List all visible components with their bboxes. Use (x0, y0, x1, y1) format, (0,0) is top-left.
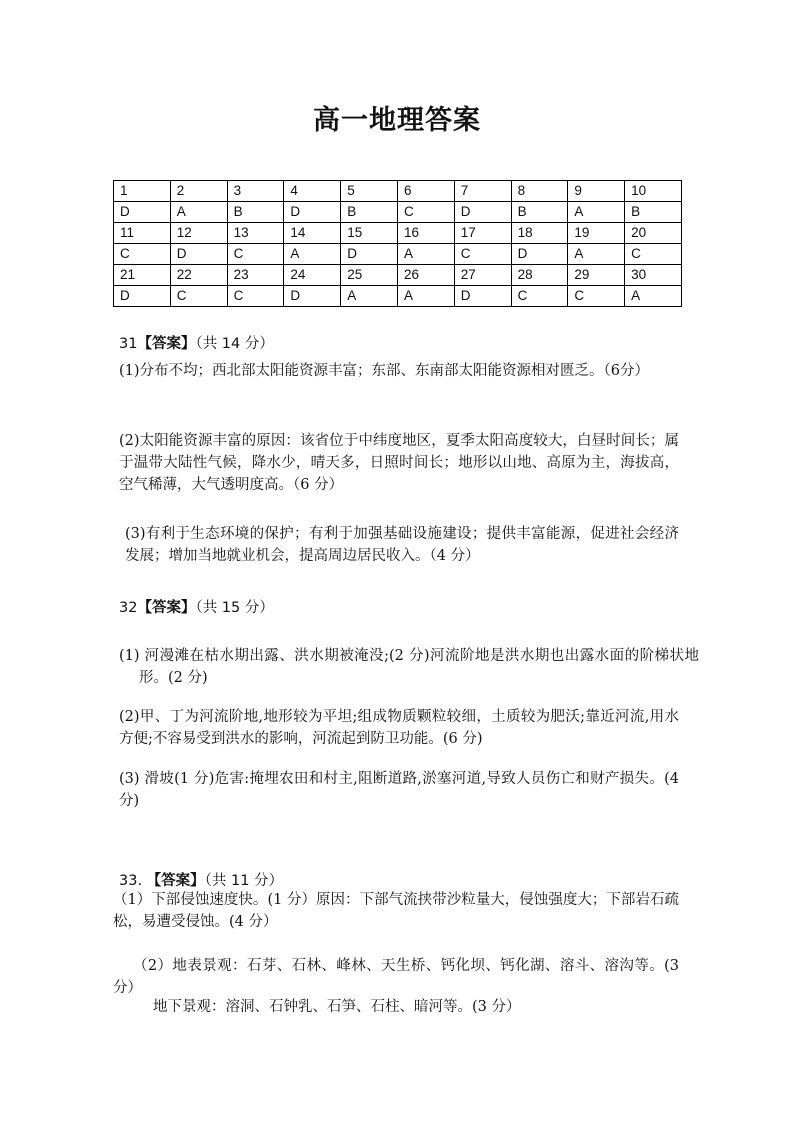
answer-key-cell: A (284, 244, 341, 265)
q31-part1: (1)分布不均；西北部太阳能资源丰富；东部、东南部太阳能资源相对匮乏。（6分） (119, 363, 650, 379)
answer-key-cell: B (227, 202, 284, 223)
answer-key-cell: 5 (341, 181, 398, 202)
answer-key-cell: 20 (625, 223, 682, 244)
answer-key-cell: C (227, 244, 284, 265)
answer-key-cell: C (454, 244, 511, 265)
answer-key-cell: C (227, 286, 284, 307)
answer-key-cell: 23 (227, 265, 284, 286)
q33-part3: 地下景观：溶洞、石钟乳、石笋、石柱、暗河等。(3 分） (153, 999, 521, 1015)
answer-key-cell: A (568, 244, 625, 265)
answer-key-cell: 24 (284, 265, 341, 286)
q32-heading: 32【答案】（共 15 分） (119, 600, 274, 616)
answer-key-cell: 1 (114, 181, 171, 202)
answer-key-cell: D (170, 244, 227, 265)
answer-key-cell: D (454, 202, 511, 223)
answer-key-cell: 14 (284, 223, 341, 244)
answer-key-cell: D (284, 202, 341, 223)
answer-key-cell: 17 (454, 223, 511, 244)
answer-key-cell: 15 (341, 223, 398, 244)
answer-key-row (114, 181, 682, 202)
answer-key-cell: B (625, 202, 682, 223)
answer-key-cell: 27 (454, 265, 511, 286)
answer-key-cell: D (511, 244, 568, 265)
answer-key-row (114, 223, 682, 244)
answer-key-cell: C (114, 244, 171, 265)
q32-part1: (1) 河漫滩在枯水期出露、洪水期被淹没;(2 分)河流阶地是洪水期也出露水面的阶梯状地形。(2 分) (119, 648, 699, 686)
answer-key-cell: 22 (170, 265, 227, 286)
answer-key-cell: A (170, 202, 227, 223)
answer-key-cell: 28 (511, 265, 568, 286)
answer-key-cell: 7 (454, 181, 511, 202)
answer-key-row (114, 202, 682, 223)
answer-key-cell: 19 (568, 223, 625, 244)
q31-part2: (2)太阳能资源丰富的原因：该省位于中纬度地区，夏季太阳高度较大，白昼时间长；属于温带大陆性气候，降水少，晴天多，日照时间长；地形以山地、高原为主，海拔高，空气稀薄，大气透明度高。（6 分） (119, 433, 679, 493)
answer-key-cell: 12 (170, 223, 227, 244)
answer-key-cell: 6 (397, 181, 454, 202)
answer-key-cell: 9 (568, 181, 625, 202)
answer-key-cell: A (341, 286, 398, 307)
answer-key-cell: 18 (511, 223, 568, 244)
answer-key-cell: C (625, 244, 682, 265)
answer-key-cell: A (397, 244, 454, 265)
answer-key-cell: C (568, 286, 625, 307)
answer-key-cell: A (568, 202, 625, 223)
answer-key-cell: 26 (397, 265, 454, 286)
answer-key-table (113, 180, 682, 307)
answer-key-cell: B (341, 202, 398, 223)
answer-key-row (114, 265, 682, 286)
answer-key-cell: 3 (227, 181, 284, 202)
answer-key-cell: D (284, 286, 341, 307)
answer-key-cell: D (454, 286, 511, 307)
q32-part2: (2)甲、丁为河流阶地,地形较为平坦;组成物质颗粒较细，土质较为肥沃;靠近河流,用水方便;不容易受到洪水的影响，河流起到防卫功能。(6 分) (119, 709, 679, 747)
answer-key-cell: C (511, 286, 568, 307)
q32-part3: (3) 滑坡(1 分)危害:掩埋农田和村主,阻断道路,淤塞河道,导致人员伤亡和财产损失。(4 分) (119, 771, 679, 809)
answer-key-cell: 25 (341, 265, 398, 286)
answer-key-cell: 11 (114, 223, 171, 244)
page-title: 高一地理答案 (313, 105, 481, 136)
answer-key-cell: 2 (170, 181, 227, 202)
answer-key-cell: A (397, 286, 454, 307)
q33-part2: （2）地表景观：石芽、石林、峰林、天生桥、钙化坝、钙化湖、溶斗、溶沟等。(3 分） (113, 958, 679, 996)
answer-key-cell: 21 (114, 265, 171, 286)
answer-key-cell: 8 (511, 181, 568, 202)
answer-key-row (114, 286, 682, 307)
answer-key-cell: 10 (625, 181, 682, 202)
answer-key-cell: A (625, 286, 682, 307)
answer-key-cell: D (114, 202, 171, 223)
answer-key-cell: 30 (625, 265, 682, 286)
answer-key-row (114, 244, 682, 265)
answer-key-cell: C (170, 286, 227, 307)
q33-part1: （1）下部侵蚀速度快。(1 分）原因：下部气流挟带沙粒量大，侵蚀强度大；下部岩石疏松，易遭受侵蚀。(4 分） (113, 892, 679, 930)
answer-key-cell: 4 (284, 181, 341, 202)
answer-key-cell: D (114, 286, 171, 307)
answer-key-cell: 13 (227, 223, 284, 244)
answer-key-cell: 29 (568, 265, 625, 286)
answer-key-cell: D (341, 244, 398, 265)
q31-part3: (3)有利于生态环境的保护；有利于加强基础设施建设；提供丰富能源，促进社会经济发展；增加当地就业机会，提高周边居民收入。（4 分） (125, 526, 679, 564)
answer-key-cell: 16 (397, 223, 454, 244)
answer-key-cell: B (511, 202, 568, 223)
answer-key-cell: C (397, 202, 454, 223)
q33-heading: 33. 【答案】（共 11 分） (119, 873, 284, 889)
q31-heading: 31【答案】（共 14 分） (119, 336, 274, 352)
